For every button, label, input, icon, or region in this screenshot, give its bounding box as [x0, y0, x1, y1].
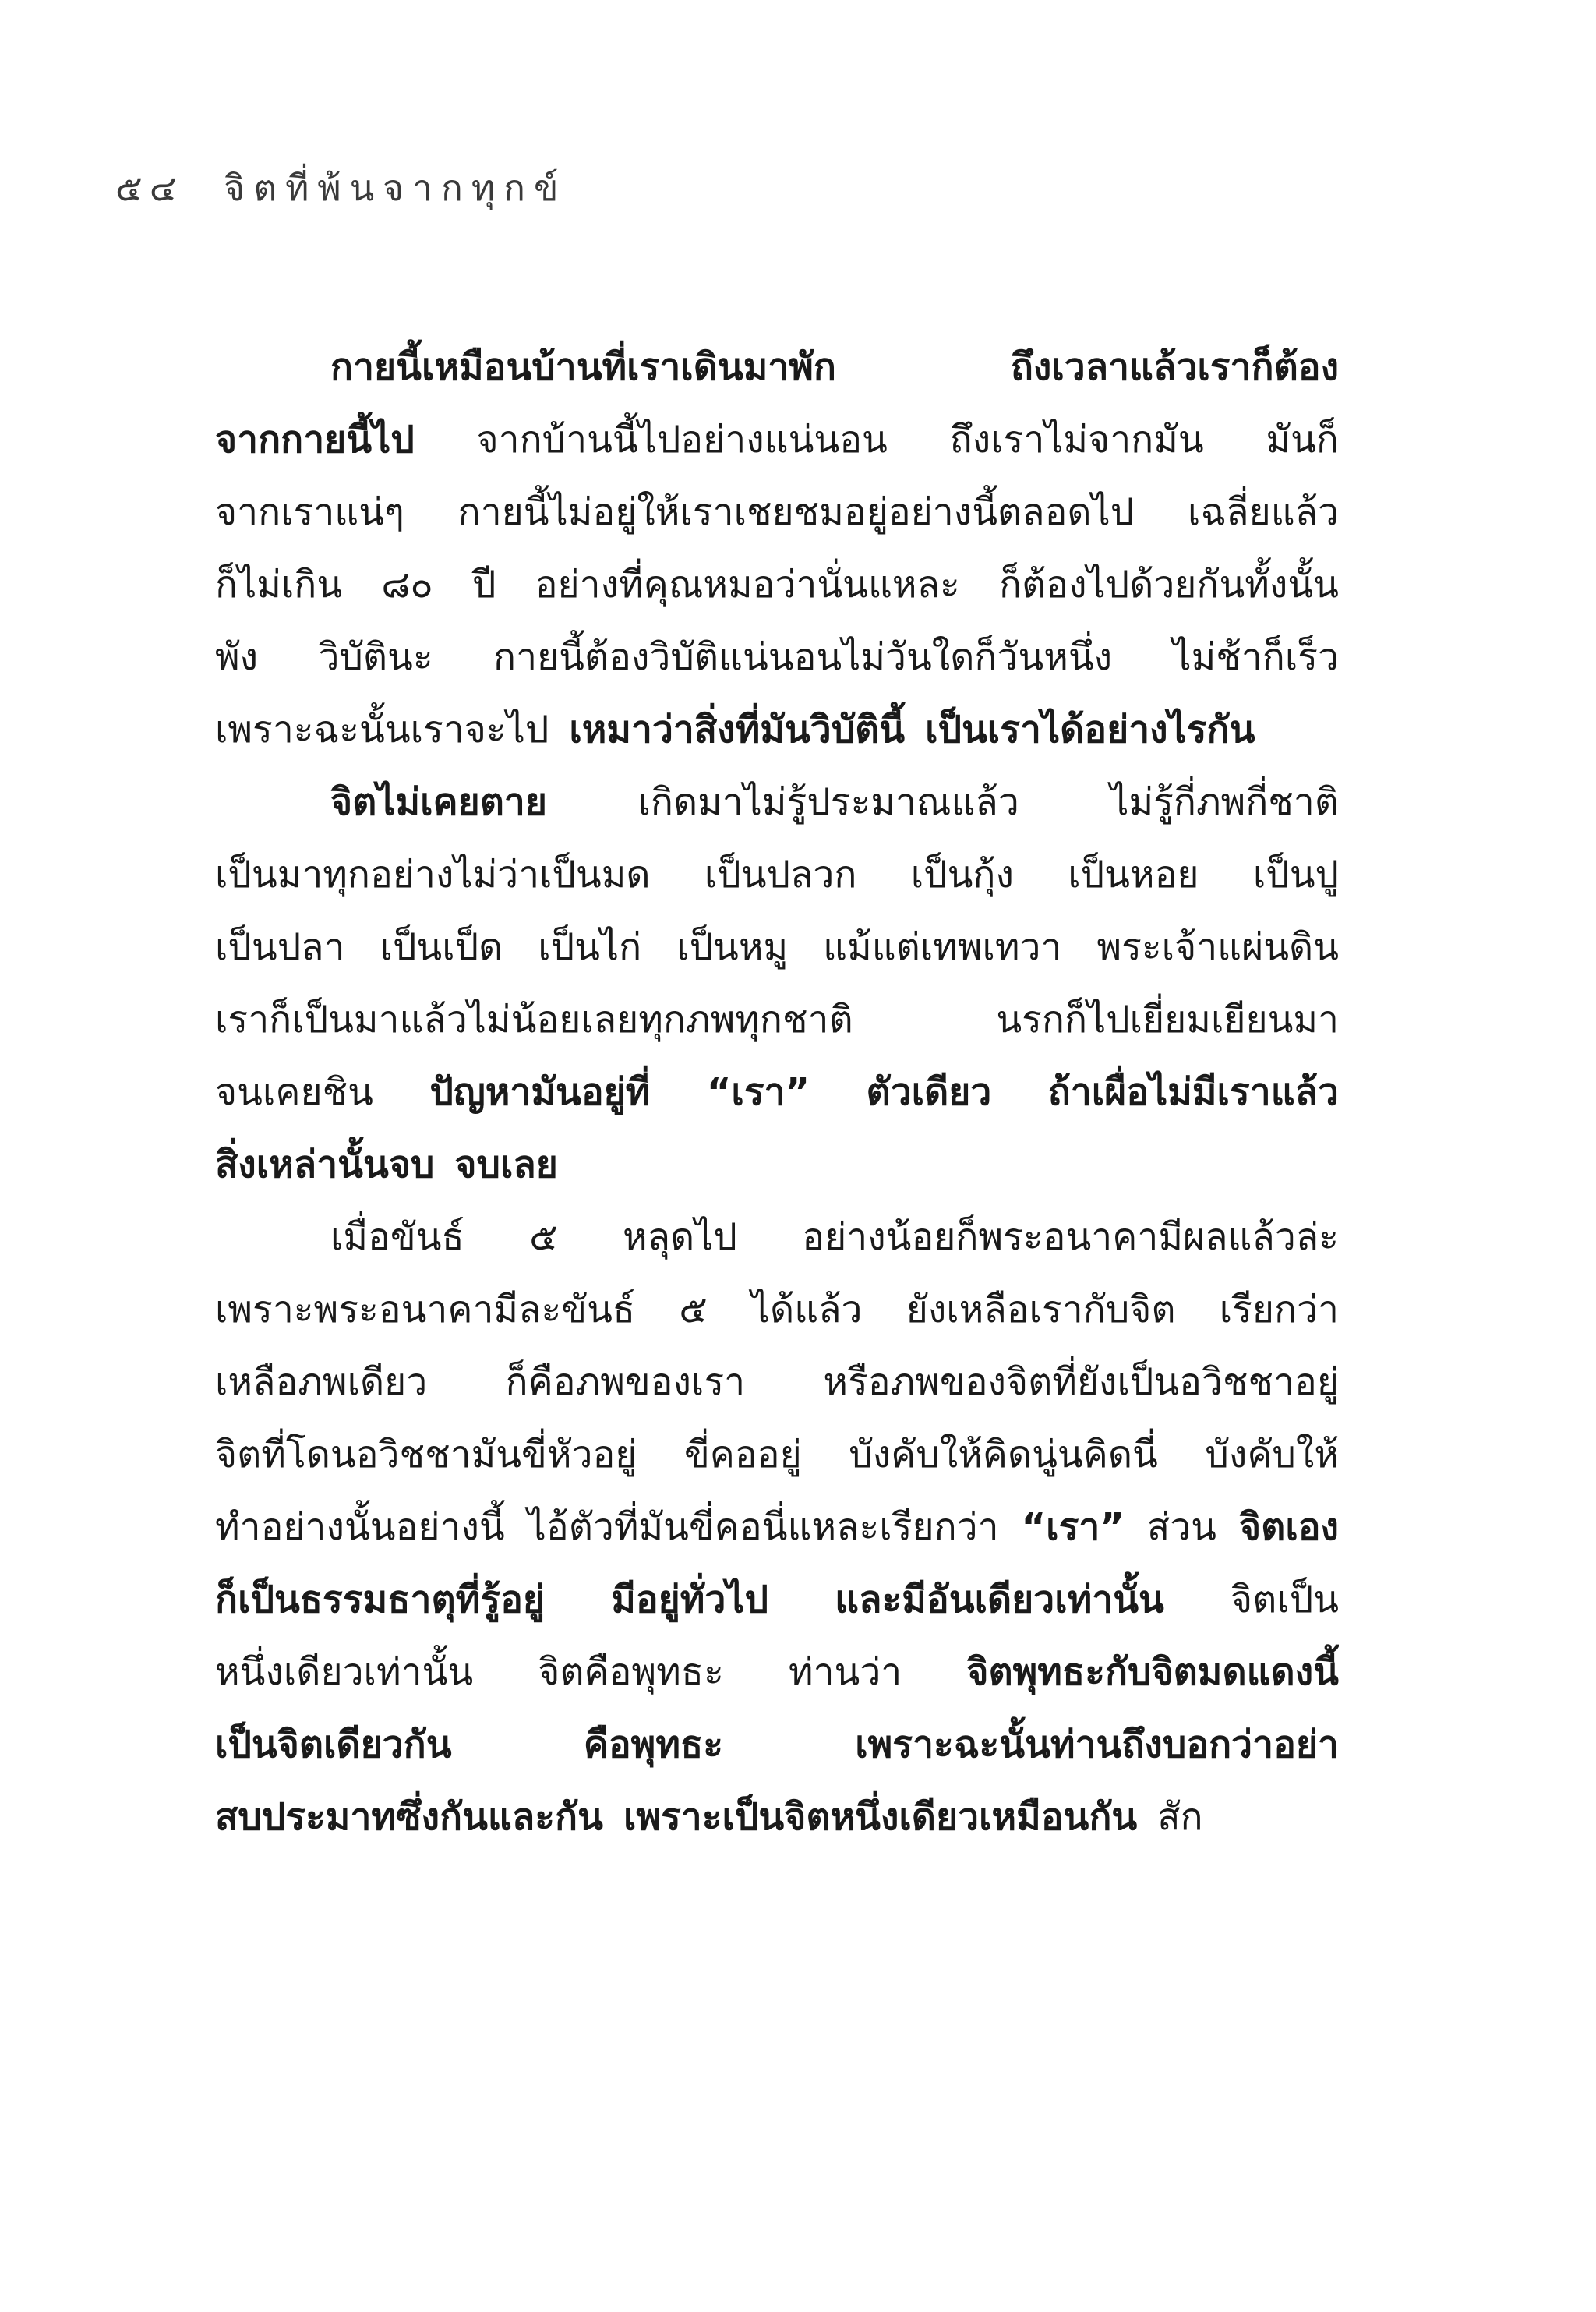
text-body	[215, 331, 1339, 1854]
text-phrase: ไอ้ตัวที่มันขี่คอนี่แหละเรียกว่า	[527, 1505, 999, 1549]
bold-phrase: ถึงเวลาแล้วเราก็ต้อง	[1010, 345, 1339, 389]
text-phrase: จิตที่โดนอวิชชามันขี่หัวอยู่	[215, 1433, 637, 1476]
text-phrase: ส่วน	[1146, 1505, 1216, 1549]
bold-phrase: และมีอันเดียวเท่านั้น	[835, 1578, 1164, 1621]
text-phrase: ทำอย่างนั้นอย่างนี้	[215, 1505, 505, 1549]
text-phrase: ยังเหลือเรากับจิต	[906, 1288, 1176, 1331]
text-phrase: นรกก็ไปเยี่ยมเยียนมา	[996, 998, 1339, 1041]
text-phrase: หนึ่งเดียวเท่านั้น	[215, 1650, 474, 1694]
text-phrase: พัง	[215, 635, 259, 679]
text-phrase: ได้แล้ว	[750, 1288, 863, 1331]
text-phrase: วิบัตินะ	[318, 635, 433, 679]
text-line	[215, 1419, 1339, 1491]
page-number: ๕๔	[115, 167, 184, 209]
text-phrase: ท่านว่า	[788, 1650, 902, 1694]
bold-phrase: สบประมาทซึ่งกันและกัน	[215, 1795, 603, 1839]
text-line	[215, 1781, 1339, 1854]
text-line	[215, 404, 1339, 476]
bold-phrase: ก็เป็นธรรมธาตุที่รู้อยู่	[215, 1578, 546, 1621]
text-phrase: จากบ้านนี้ไปอย่างแน่นอน	[476, 418, 888, 461]
text-phrase: เกิดมาไม่รู้ประมาณแล้ว	[637, 780, 1019, 824]
bold-phrase: จบเลย	[454, 1143, 558, 1186]
text-line	[215, 766, 1339, 839]
text-phrase: แม้แต่เทพเทวา	[823, 925, 1062, 969]
text-phrase: มันก็	[1266, 418, 1339, 461]
bold-phrase: ปัญหามันอยู่ที่	[429, 1070, 651, 1114]
bold-phrase: เพราะเป็นจิตหนึ่งเดียวเหมือนกัน	[623, 1795, 1138, 1839]
text-phrase: บังคับให้	[1205, 1433, 1339, 1476]
text-line	[215, 1491, 1339, 1564]
text-phrase: สัก	[1157, 1795, 1203, 1839]
text-line	[215, 911, 1339, 984]
text-line	[215, 839, 1339, 911]
bold-phrase: สิ่งเหล่านั้นจบ	[215, 1143, 435, 1186]
text-phrase: อย่างน้อยก็พระอนาคามีผลแล้วล่ะ	[802, 1215, 1339, 1259]
text-phrase: ไม่รู้กี่ภพกี่ชาติ	[1110, 780, 1339, 824]
text-phrase: เราก็เป็นมาแล้วไม่น้อยเลยทุกภพทุกชาติ	[215, 998, 853, 1041]
bold-phrase: เป็นจิตเดียวกัน	[215, 1723, 452, 1766]
text-line	[215, 1564, 1339, 1636]
bold-phrase: จากกายนี้ไป	[215, 418, 415, 461]
text-line	[215, 1346, 1339, 1419]
text-line	[215, 331, 1339, 404]
text-phrase: ๕	[679, 1288, 708, 1331]
text-line	[215, 621, 1339, 694]
text-line	[215, 1709, 1339, 1781]
text-phrase: ถึงเราไม่จากมัน	[949, 418, 1204, 461]
text-phrase: ขี่คออยู่	[683, 1433, 802, 1476]
text-line	[215, 694, 1339, 766]
text-phrase: กายนี้ไม่อยู่ให้เราเชยชมอยู่อย่างนี้ตลอดไป	[457, 490, 1135, 534]
bold-phrase: คือพุทธะ	[583, 1723, 724, 1766]
bold-phrase: “เรา”	[1021, 1505, 1125, 1549]
bold-phrase: มีอยู่ทั่วไป	[611, 1578, 768, 1621]
text-phrase: เมื่อขันธ์	[330, 1215, 464, 1259]
text-phrase: พระเจ้าแผ่นดิน	[1096, 925, 1339, 969]
text-line	[215, 549, 1339, 621]
text-phrase: เป็นหอย	[1068, 853, 1199, 896]
text-phrase: อย่างที่คุณหมอว่านั่นแหละ	[535, 563, 960, 606]
text-phrase: ก็คือภพของเรา	[505, 1360, 746, 1404]
text-phrase: เป็นปลวก	[704, 853, 857, 896]
text-phrase: เป็นมาทุกอย่างไม่ว่าเป็นมด	[215, 853, 651, 896]
text-line	[215, 1201, 1339, 1274]
text-phrase: ก็ไม่เกิน	[215, 563, 343, 606]
text-phrase: จนเคยชิน	[215, 1070, 373, 1114]
bold-phrase: เหมาว่าสิ่งที่มันวิบัตินี้	[569, 708, 906, 751]
text-phrase: เพราะฉะนั้นเราจะไป	[215, 708, 549, 751]
text-line	[215, 1636, 1339, 1709]
text-phrase: ไม่ช้าก็เร็ว	[1172, 635, 1339, 679]
bold-phrase: ตัวเดียว	[866, 1070, 992, 1114]
text-phrase: เป็นปู	[1252, 853, 1339, 896]
text-line	[215, 1274, 1339, 1346]
text-phrase: เฉลี่ยแล้ว	[1188, 490, 1339, 534]
bold-phrase: จิตเอง	[1239, 1505, 1339, 1549]
text-line	[215, 984, 1339, 1056]
text-phrase: เรียกว่า	[1219, 1288, 1339, 1331]
book-title: จิตที่พ้นจากทุกข์	[224, 167, 567, 209]
bold-phrase: จิตไม่เคยตาย	[330, 780, 547, 824]
text-phrase: เป็นกุ้ง	[910, 853, 1014, 896]
bold-phrase: จิตพุทธะกับจิตมดแดงนี้	[966, 1650, 1339, 1694]
text-phrase: บังคับให้คิดนู่นคิดนี่	[849, 1433, 1158, 1476]
text-phrase: เป็นหมู	[676, 925, 789, 969]
text-phrase: ก็ต้องไปด้วยกันทั้งนั้น	[999, 563, 1339, 606]
text-line	[215, 1056, 1339, 1129]
text-phrase: เพราะพระอนาคามีละขันธ์	[215, 1288, 636, 1331]
bold-phrase: ถ้าเผื่อไม่มีเราแล้ว	[1047, 1070, 1339, 1114]
bold-phrase: กายนี้เหมือนบ้านที่เราเดินมาพัก	[330, 345, 836, 389]
running-head	[115, 160, 567, 217]
text-phrase: ปี	[471, 563, 496, 606]
text-phrase: หลุดไป	[623, 1215, 737, 1259]
text-phrase: จิตเป็น	[1231, 1578, 1339, 1621]
text-phrase: เหลือภพเดียว	[215, 1360, 428, 1404]
text-phrase: เป็นไก่	[538, 925, 642, 969]
bold-phrase: เพราะฉะนั้นท่านถึงบอกว่าอย่า	[855, 1723, 1339, 1766]
text-phrase: เป็นเป็ด	[380, 925, 503, 969]
text-line	[215, 1129, 1339, 1201]
text-phrase: จิตคือพุทธะ	[538, 1650, 724, 1694]
text-line	[215, 476, 1339, 549]
text-phrase: ๘๐	[381, 563, 433, 606]
text-phrase: ๕	[529, 1215, 558, 1259]
text-phrase: กายนี้ต้องวิบัติแน่นอนไม่วันใดก็วันหนึ่ง	[493, 635, 1113, 679]
text-phrase: เป็นปลา	[215, 925, 345, 969]
text-phrase: หรือภพของจิตที่ยังเป็นอวิชชาอยู่	[823, 1360, 1339, 1404]
text-phrase: จากเราแน่ๆ	[215, 490, 404, 534]
bold-phrase: เป็นเราได้อย่างไรกัน	[925, 708, 1255, 751]
bold-phrase: “เรา”	[706, 1070, 810, 1114]
